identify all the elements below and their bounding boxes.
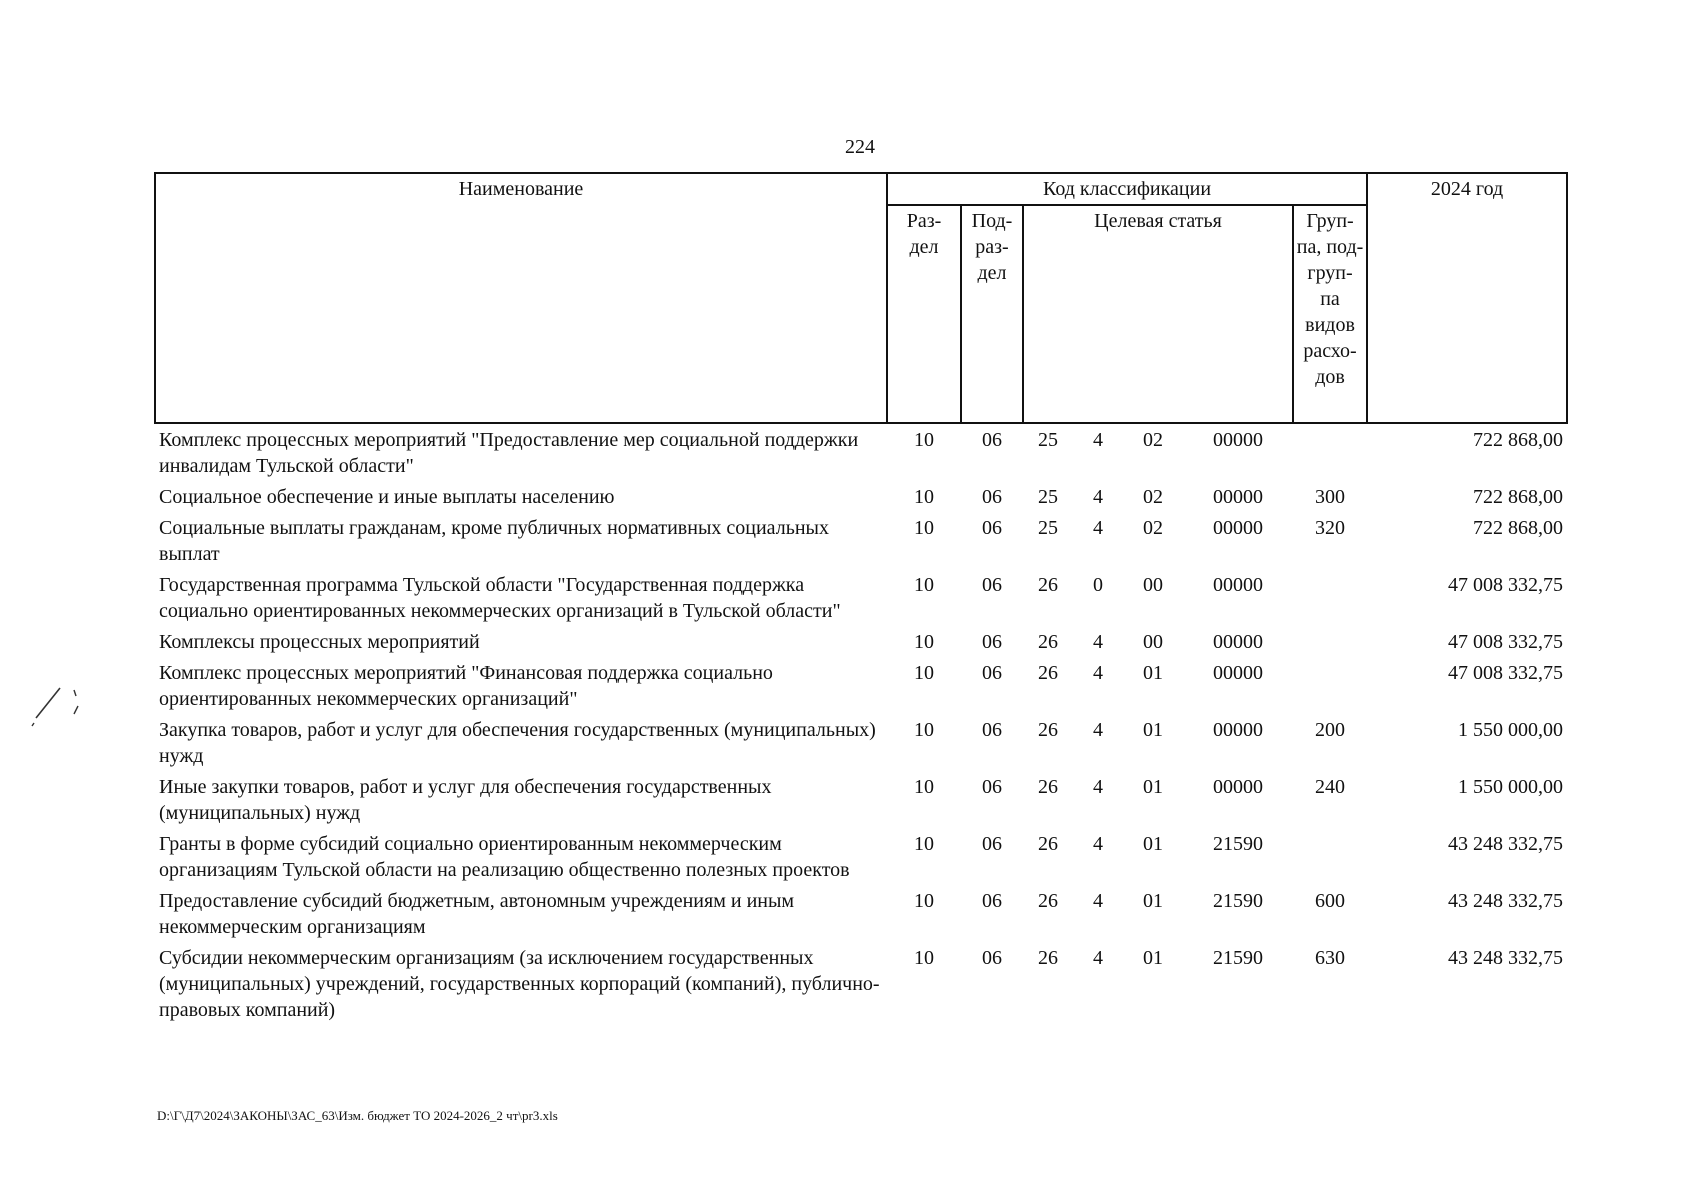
row-razdel: 10 bbox=[914, 574, 934, 596]
row-razdel: 10 bbox=[914, 833, 934, 855]
row-expense-type: 630 bbox=[1315, 947, 1346, 969]
row-target-program: 26 bbox=[1038, 833, 1058, 855]
row-target-subprogram: 4 bbox=[1093, 662, 1103, 684]
table-row bbox=[155, 828, 1567, 885]
row-target-subprogram: 4 bbox=[1093, 719, 1103, 741]
page-number: 224 bbox=[845, 136, 875, 158]
row-target-direction: 21590 bbox=[1213, 947, 1263, 969]
row-target-direction: 00000 bbox=[1213, 776, 1263, 798]
row-name: Государственная программа Тульской области "Государственная поддержка социально ориентированных некоммерческих организаций в Тульской области" bbox=[159, 574, 841, 622]
row-razdel: 10 bbox=[914, 890, 934, 912]
row-target-program: 26 bbox=[1038, 776, 1058, 798]
row-name: Предоставление субсидий бюджетным, автономным учреждениям и иным некоммерческим организациям bbox=[159, 890, 795, 938]
table-row bbox=[155, 626, 1567, 657]
row-podrazdel: 06 bbox=[982, 662, 1002, 684]
header-classification-code: Код классификации bbox=[887, 173, 1367, 205]
row-expense-type: 240 bbox=[1315, 776, 1346, 798]
row-name: Социальные выплаты гражданам, кроме публичных нормативных социальных выплат bbox=[159, 517, 829, 565]
row-expense-type bbox=[1293, 423, 1367, 481]
row-target-subprogram: 4 bbox=[1093, 890, 1103, 912]
row-podrazdel: 06 bbox=[982, 833, 1002, 855]
row-razdel: 10 bbox=[914, 947, 934, 969]
row-target-subprogram: 4 bbox=[1093, 947, 1103, 969]
row-target-event: 01 bbox=[1143, 719, 1163, 741]
row-sum: 43 248 332,75 bbox=[1448, 890, 1564, 912]
row-name: Гранты в форме субсидий социально ориентированным некоммерческим организациям Тульской области на реализацию общественно полезных проектов bbox=[159, 833, 850, 881]
row-target-program: 26 bbox=[1038, 574, 1058, 596]
row-target-event: 01 bbox=[1143, 890, 1163, 912]
row-target-event: 01 bbox=[1143, 833, 1163, 855]
header-name: Наименование bbox=[155, 173, 887, 423]
row-podrazdel: 06 bbox=[982, 486, 1002, 508]
handwritten-mark-icon bbox=[30, 682, 90, 728]
row-expense-type: 320 bbox=[1315, 517, 1346, 539]
row-target-direction: 00000 bbox=[1213, 574, 1263, 596]
row-razdel: 10 bbox=[914, 486, 934, 508]
table-row bbox=[155, 714, 1567, 771]
row-podrazdel: 06 bbox=[982, 517, 1002, 539]
row-sum: 47 008 332,75 bbox=[1448, 631, 1564, 653]
row-target-program: 26 bbox=[1038, 719, 1058, 741]
table-row bbox=[155, 771, 1567, 828]
row-target-event: 02 bbox=[1143, 517, 1163, 539]
table-row bbox=[155, 569, 1567, 626]
row-name: Закупка товаров, работ и услуг для обеспечения государственных (муниципальных) нужд bbox=[159, 719, 876, 767]
row-razdel: 10 bbox=[914, 429, 934, 451]
row-sum: 43 248 332,75 bbox=[1448, 833, 1564, 855]
row-podrazdel: 06 bbox=[982, 429, 1002, 451]
row-target-subprogram: 4 bbox=[1093, 631, 1103, 653]
row-razdel: 10 bbox=[914, 776, 934, 798]
row-expense-type bbox=[1293, 626, 1367, 657]
row-podrazdel: 06 bbox=[982, 631, 1002, 653]
row-target-program: 26 bbox=[1038, 662, 1058, 684]
row-target-direction: 00000 bbox=[1213, 719, 1263, 741]
row-target-direction: 00000 bbox=[1213, 631, 1263, 653]
row-podrazdel: 06 bbox=[982, 947, 1002, 969]
row-target-program: 25 bbox=[1038, 517, 1058, 539]
row-razdel: 10 bbox=[914, 719, 934, 741]
row-target-event: 01 bbox=[1143, 662, 1163, 684]
row-target-program: 26 bbox=[1038, 631, 1058, 653]
row-sum: 47 008 332,75 bbox=[1448, 574, 1564, 596]
row-target-direction: 00000 bbox=[1213, 662, 1263, 684]
row-target-subprogram: 4 bbox=[1093, 517, 1103, 539]
row-expense-type bbox=[1293, 657, 1367, 714]
row-sum: 722 868,00 bbox=[1473, 486, 1564, 508]
header-expense-type: Груп- па, под- груп- па видов расхо- дов bbox=[1293, 205, 1367, 423]
row-target-program: 25 bbox=[1038, 429, 1058, 451]
header-razdel: Раз- дел bbox=[887, 205, 961, 423]
row-razdel: 10 bbox=[914, 631, 934, 653]
header-podrazdel: Под- раз- дел bbox=[961, 205, 1023, 423]
row-target-program: 25 bbox=[1038, 486, 1058, 508]
row-target-subprogram: 0 bbox=[1093, 574, 1103, 596]
table-row bbox=[155, 423, 1567, 481]
row-expense-type: 600 bbox=[1315, 890, 1346, 912]
row-podrazdel: 06 bbox=[982, 719, 1002, 741]
row-target-event: 02 bbox=[1143, 486, 1163, 508]
row-target-subprogram: 4 bbox=[1093, 429, 1103, 451]
row-target-event: 01 bbox=[1143, 947, 1163, 969]
row-target-event: 02 bbox=[1143, 429, 1163, 451]
row-name: Комплексы процессных мероприятий bbox=[159, 631, 480, 653]
row-target-subprogram: 4 bbox=[1093, 776, 1103, 798]
table-row bbox=[155, 885, 1567, 942]
row-target-direction: 21590 bbox=[1213, 833, 1263, 855]
row-target-direction: 00000 bbox=[1213, 486, 1263, 508]
row-target-direction: 00000 bbox=[1213, 429, 1263, 451]
row-name: Социальное обеспечение и иные выплаты населению bbox=[159, 486, 615, 508]
row-target-event: 01 bbox=[1143, 776, 1163, 798]
table-row bbox=[155, 481, 1567, 512]
row-sum: 1 550 000,00 bbox=[1458, 719, 1564, 741]
row-target-program: 26 bbox=[1038, 890, 1058, 912]
row-target-subprogram: 4 bbox=[1093, 833, 1103, 855]
row-target-event: 00 bbox=[1143, 631, 1163, 653]
row-target-direction: 00000 bbox=[1213, 517, 1263, 539]
row-name: Субсидии некоммерческим организациям (за исключением государственных (муниципальных) учреждений, государственных корпораций (компаний), публично-правовых компаний) bbox=[159, 947, 880, 1021]
row-target-subprogram: 4 bbox=[1093, 486, 1103, 508]
row-sum: 47 008 332,75 bbox=[1448, 662, 1564, 684]
row-sum: 1 550 000,00 bbox=[1458, 776, 1564, 798]
header-target-article: Целевая статья bbox=[1023, 205, 1293, 423]
header-year: 2024 год bbox=[1367, 173, 1567, 423]
budget-table bbox=[154, 172, 1568, 1025]
row-name: Комплекс процессных мероприятий "Финансовая поддержка социально ориентированных некоммерческих организаций" bbox=[159, 662, 773, 710]
table-row bbox=[155, 942, 1567, 1025]
row-expense-type: 200 bbox=[1315, 719, 1346, 741]
row-expense-type: 300 bbox=[1315, 486, 1346, 508]
row-expense-type bbox=[1293, 828, 1367, 885]
row-podrazdel: 06 bbox=[982, 890, 1002, 912]
row-sum: 43 248 332,75 bbox=[1448, 947, 1564, 969]
row-name: Комплекс процессных мероприятий "Предоставление мер социальной поддержки инвалидам Тульской области" bbox=[159, 429, 859, 477]
table-row bbox=[155, 512, 1567, 569]
row-target-program: 26 bbox=[1038, 947, 1058, 969]
table-row bbox=[155, 657, 1567, 714]
row-razdel: 10 bbox=[914, 517, 934, 539]
row-target-direction: 21590 bbox=[1213, 890, 1263, 912]
row-name: Иные закупки товаров, работ и услуг для обеспечения государственных (муниципальных) нужд bbox=[159, 776, 772, 824]
file-path-footer: D:\Г\Д7\2024\ЗАКОНЫ\ЗАС_63\Изм. бюджет ТО 2024-2026_2 чт\pr3.xls bbox=[157, 1108, 558, 1123]
row-podrazdel: 06 bbox=[982, 776, 1002, 798]
row-razdel: 10 bbox=[914, 662, 934, 684]
row-sum: 722 868,00 bbox=[1473, 429, 1564, 451]
row-podrazdel: 06 bbox=[982, 574, 1002, 596]
row-target-event: 00 bbox=[1143, 574, 1163, 596]
row-expense-type bbox=[1293, 569, 1367, 626]
row-sum: 722 868,00 bbox=[1473, 517, 1564, 539]
